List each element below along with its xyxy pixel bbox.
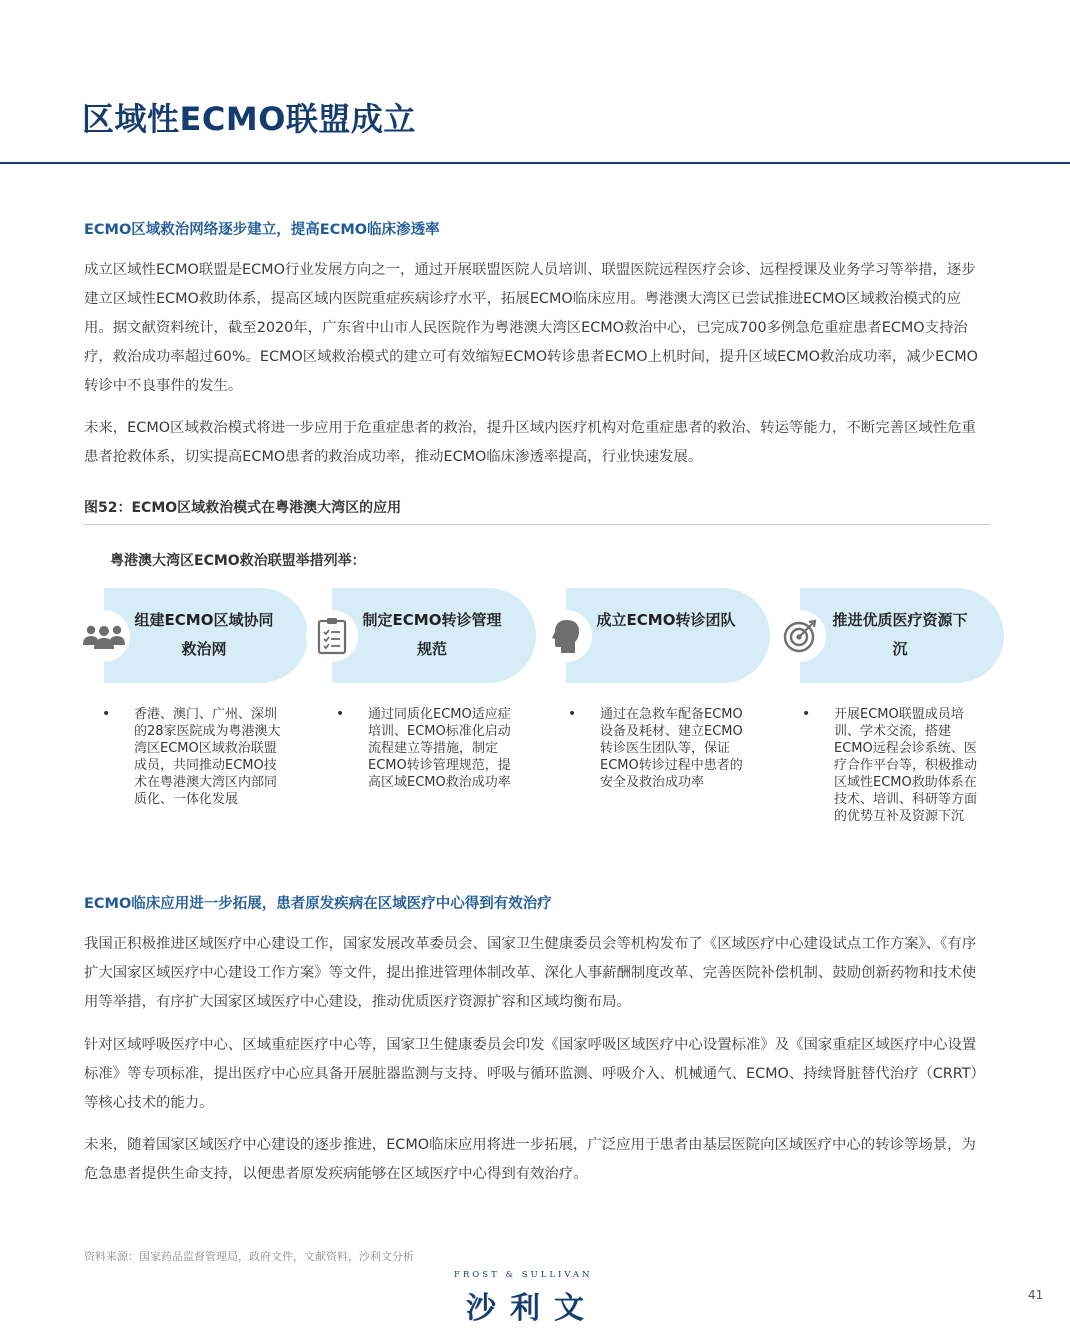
head-profile-icon (540, 610, 592, 662)
measure-card (78, 588, 308, 683)
frost-sullivan-logo (430, 1270, 640, 1326)
card-background (566, 588, 770, 683)
bullet-marker: • (336, 706, 345, 722)
bullet-text: 香港、澳门、广州、深圳的28家医院成为粤港澳大湾区ECMO区域救治联盟成员，共同推动ECMO技术在粤港澳大湾区内部同质化、一体化发展 (134, 707, 281, 807)
people-group-icon (78, 610, 130, 662)
page-number: 41 (1028, 1288, 1044, 1302)
bullet-marker: • (102, 706, 111, 722)
bullet-text: 开展ECMO联盟成员培训、学术交流，搭建ECMO远程会诊系统、医疗合作平台等，积极推动区域性ECMO救助体系在技术、培训、科研等方面的优势互补及资源下沉 (834, 707, 978, 824)
paragraph: 我国正积极推进区域医疗中心建设工作，国家发展改革委员会、国家卫生健康委员会等机构发布了《区域医疗中心建设试点工作方案》、《有序扩大国家区域医疗中心建设工作方案》等文件，提出推进管理体制改革、深化人事薪酬制度改革、完善医院补偿机制、鼓励创新药物和技术使用等举措，有序扩大国家区域医疗中心建设，推动优质医疗资源扩容和区域均衡布局。 (84, 936, 977, 1010)
paragraph: 成立区域性ECMO联盟是ECMO行业发展方向之一，通过开展联盟医院人员培训、联盟医院远程医疗会诊、远程授课及业务学习等举措，逐步建立区域性ECMO救助体系，提高区域内医院重症疾病诊疗水平，拓展ECMO临床应用。粤港澳大湾区已尝试推进ECMO区域救治模式的应用。据文献资料统计，截至2020年，广东省中山市人民医院作为粤港澳大湾区ECMO救治中心，已完成700多例急危重症患者ECMO支持治疗，救治成功率超过60%。ECMO区域救治模式的建立可有效缩短ECMO转诊患者ECMO上机时间，提升区域ECMO救治成功率，减少ECMO转诊中不良事件的发生。 (84, 262, 978, 394)
card-label: 推进优质医疗资源下沉 (832, 611, 968, 658)
measure-card (540, 588, 770, 683)
paragraph: 针对区域呼吸医疗中心、区域重症医疗中心等，国家卫生健康委员会印发《国家呼吸区域医疗中心设置标准》及《国家重症区域医疗中心设置标准》等专项标准，提出医疗中心应具备开展脏器监测与支持、呼吸与循环监测、呼吸介入、机械通气、ECMO、持续肾脏替代治疗（CRRT）等核心技术的能力。 (84, 1037, 978, 1111)
section-heading: ECMO临床应用进一步拓展，患者原发疾病在区域医疗中心得到有效治疗 (84, 896, 552, 912)
target-icon (774, 610, 826, 662)
bullet-text: 通过在急救车配备ECMO设备及耗材、建立ECMO转诊医生团队等，保证ECMO转诊过程中患者的安全及救治成功率 (600, 707, 743, 790)
checklist-icon (306, 610, 358, 662)
card-label: 组建ECMO区域协同救治网 (134, 611, 274, 658)
figure-caption: 图52：ECMO区域救治模式在粤港澳大湾区的应用 (84, 500, 402, 516)
measure-card (774, 588, 1004, 683)
title-divider (0, 162, 1070, 164)
paragraph: 未来，ECMO区域救治模式将进一步应用于危重症患者的救治，提升区域内医疗机构对危重症患者的救治、转运等能力，不断完善区域性危重患者抢救体系，切实提高ECMO患者的救治成功率，推动ECMO临床渗透率提高，行业快速发展。 (84, 420, 976, 465)
card-label: 成立ECMO转诊团队 (596, 611, 736, 629)
source-note: 资料来源：国家药品监督管理局，政府文件，文献资料，沙利文分析 (84, 1250, 414, 1263)
logo-chinese-text: 沙利文 (466, 1291, 598, 1326)
paragraph: 未来，随着国家区域医疗中心建设的逐步推进，ECMO临床应用将进一步拓展，广泛应用于患者由基层医院向区域医疗中心的转诊等场景，为危急患者提供生命支持，以便患者原发疾病能够在区域医疗中心得到有效治疗。 (84, 1137, 976, 1182)
section-heading: ECMO区域救治网络逐步建立，提高ECMO临床渗透率 (84, 222, 440, 238)
measure-card (306, 588, 536, 683)
bullet-marker: • (568, 706, 577, 722)
card-label: 制定ECMO转诊管理规范 (362, 611, 502, 658)
bullet-marker: • (802, 706, 811, 722)
page-title: 区域性ECMO联盟成立 (82, 100, 416, 138)
bullet-text: 通过同质化ECMO适应症培训、ECMO标准化启动流程建立等措施，制定ECMO转诊管理规范，提高区域ECMO救治成功率 (368, 707, 511, 790)
figure-divider (84, 524, 990, 525)
logo-english-text: FROST & SULLIVAN (454, 1270, 593, 1280)
figure-subtitle: 粤港澳大湾区ECMO救治联盟举措列举： (110, 553, 366, 569)
